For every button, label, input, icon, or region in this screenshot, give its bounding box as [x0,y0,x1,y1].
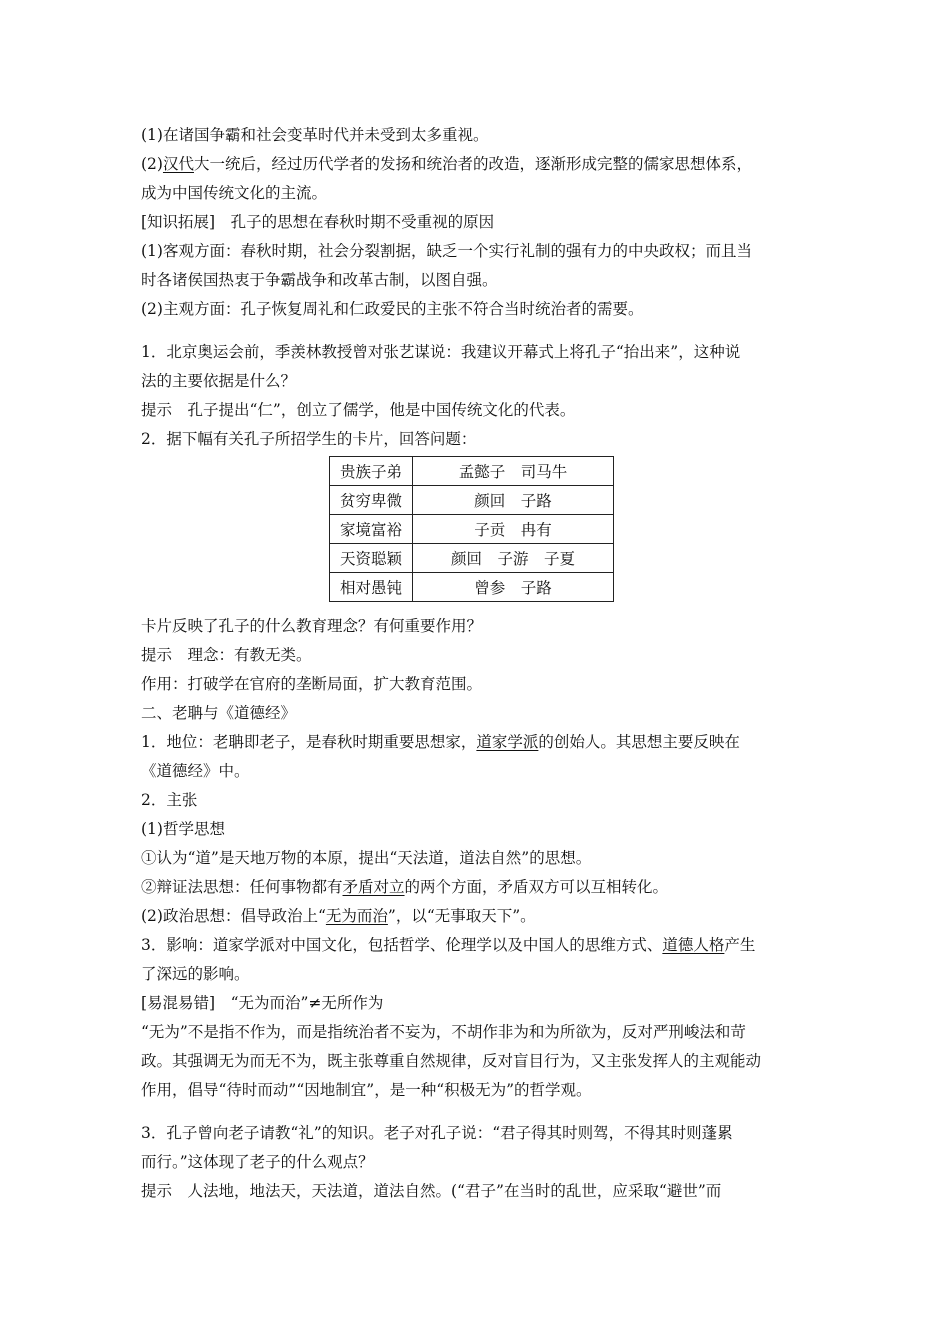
knowledge-extension-heading: [知识拓展] 孔子的思想在春秋时期不受重视的原因 [141,213,495,231]
paragraph-line: 作用，倡导“待时而动”“因地制宜”，是一种“积极无为”的哲学观。 [141,1081,592,1099]
common-mistake-heading: [易混易错] “无为而治”≠无所作为 [141,994,384,1012]
table-cell: 孟懿子 司马牛 [413,457,614,486]
paragraph-line: (1)在诸国争霸和社会变革时代并未受到太多重视。 [141,126,489,144]
document-body [141,121,811,1206]
question-line: 3．孔子曾向老子请教“礼”的知识。老子对孔子说：“君子得其时则驾，不得其时则蓬累 [141,1124,733,1142]
paragraph-line: “无为”不是指不作为，而是指统治者不妄为，不胡作非为和为所欲为，反对严刑峻法和苛 [141,1023,746,1041]
underlined-term: 无为而治 [325,907,388,925]
table-cell: 贫穷卑微 [330,486,413,515]
table-cell: 子贡 冉有 [413,515,614,544]
paragraph-line: (2)政治思想：倡导政治上“无为而治”，以“无事取天下”。 [141,907,536,925]
table-row [330,544,614,573]
paragraph-line: (2)汉代大一统后，经过历代学者的发扬和统治者的改造，逐渐形成完整的儒家思想体系， [141,155,752,173]
table-cell: 颜回 子游 子夏 [413,544,614,573]
paragraph-line: 成为中国传统文化的主流。 [141,184,328,202]
paragraph-line: 2．主张 [141,791,198,809]
table-cell: 天资聪颖 [330,544,413,573]
table-cell: 贵族子弟 [330,457,413,486]
table-cell: 曾参 子路 [413,573,614,602]
paragraph-line: 政。其强调无为而无不为，既主张尊重自然规律，反对盲目行为，又主张发挥人的主观能动 [141,1052,762,1070]
underlined-term: 道德人格 [662,936,725,954]
table-cell: 相对愚钝 [330,573,413,602]
paragraph-line: 作用：打破学在官府的垄断局面，扩大教育范围。 [141,675,483,693]
paragraph-line: (2)主观方面：孔子恢复周礼和仁政爱民的主张不符合当时统治者的需要。 [141,300,644,318]
question-line: 1．北京奥运会前，季羡林教授曾对张艺谋说：我建议开幕式上将孔子“抬出来”，这种说 [141,343,741,361]
table-row [330,486,614,515]
question-line: 法的主要依据是什么？ [141,372,297,390]
underlined-term: 矛盾对立 [342,878,405,896]
paragraph-line: 3．影响：道家学派对中国文化，包括哲学、伦理学以及中国人的思维方式、道德人格产生 [141,936,756,954]
underlined-term: 汉代 [162,155,194,173]
section-heading: 二、老聃与《道德经》 [141,704,297,722]
paragraph-line: 1．地位：老聃即老子，是春秋时期重要思想家，道家学派的创始人。其思想主要反映在 [141,733,740,751]
question-line: 而行。”这体现了老子的什么观点？ [141,1153,374,1171]
paragraph-line: 了深远的影响。 [141,965,250,983]
table-row [330,457,614,486]
paragraph-line: 《道德经》中。 [141,762,250,780]
paragraph-line: (1)哲学思想 [141,820,225,838]
paragraph-line: ②辩证法思想：任何事物都有矛盾对立的两个方面，矛盾双方可以互相转化。 [141,878,669,896]
question-line: 2．据下幅有关孔子所招学生的卡片，回答问题： [141,430,477,448]
hint-line: 提示 人法地，地法天，天法道，道法自然。(“君子”在当时的乱世，应采取“避世”而 [141,1182,722,1200]
table-cell: 颜回 子路 [413,486,614,515]
paragraph-line: ①认为“道”是天地万物的本原，提出“天法道，道法自然”的思想。 [141,849,592,867]
table-cell: 家境富裕 [330,515,413,544]
hint-line: 提示 理念：有教无类。 [141,646,312,664]
table-row [330,573,614,602]
paragraph-line: 时各诸侯国热衷于争霸战争和改革古制，以图自强。 [141,271,498,289]
student-card-table [329,456,614,602]
paragraph-line: (1)客观方面：春秋时期，社会分裂割据，缺乏一个实行礼制的强有力的中央政权；而且当 [141,242,752,260]
table-row [330,515,614,544]
hint-line: 提示 孔子提出“仁”，创立了儒学，他是中国传统文化的代表。 [141,401,576,419]
underlined-term: 道家学派 [476,733,539,751]
question-line: 卡片反映了孔子的什么教育理念？有何重要作用？ [141,617,483,635]
